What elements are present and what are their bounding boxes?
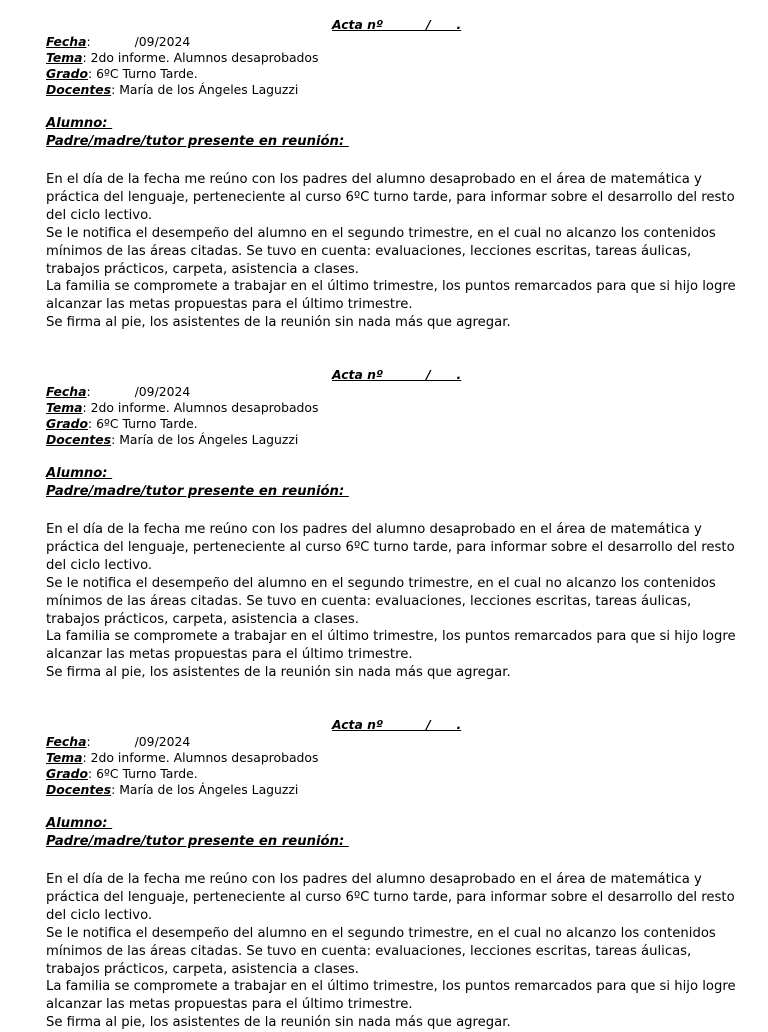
paragraph: Se le notifica el desempeño del alumno en el segundo trimestre, en el cual no alcanzo los contenidos mínimos de las áreas citadas. Se tuvo en cuenta: evaluaciones, lecciones escritas, tareas áulicas, trabajos prácticos, carpeta, asistencia a clases. [46,925,716,977]
paragraph: Se le notifica el desempeño del alumno en el segundo trimestre, en el cual no alcanzo los contenidos mínimos de las áreas citadas. Se tuvo en cuenta: evaluaciones, lecciones escritas, tareas áulicas, trabajos prácticos, carpeta, asistencia a clases. [46,575,716,627]
acta-body [46,871,746,1032]
docentes-row: Docentes: María de los Ángeles Laguzzi [46,82,299,97]
tema-value: 2do informe. Alumnos desaprobados [86,750,319,765]
grado-label: Grado [46,416,89,431]
grado-row: Grado: 6ºC Turno Tarde. [46,66,198,81]
paragraph: En el día de la fecha me reúno con los padres del alumno desaprobado en el área de matemática y práctica del lenguaje, perteneciente al curso 6ºC turno tarde, para informar sobre el desarrollo del resto del ciclo lectivo. [46,872,735,923]
docentes-label: Docentes [46,82,112,97]
grado-value: 6ºC Turno Tarde. [92,66,198,81]
paragraph: Se firma al pie, los asistentes de la reunión sin nada más que agregar. [46,315,511,331]
grado-value: 6ºC Turno Tarde. [92,766,198,781]
acta-title: Acta nº / . [332,717,462,732]
docentes-value: María de los Ángeles Laguzzi [115,432,299,447]
acta-title: Acta nº / . [332,367,462,382]
grado-row: Grado: 6ºC Turno Tarde. [46,416,198,431]
paragraph: La familia se compromete a trabajar en el último trimestre, los puntos remarcados para que si hijo logre alcanzar las metas propuestas para el último trimestre. [46,979,736,1013]
padre-tutor-label: Padre/madre/tutor presente en reunión: [46,134,349,149]
paragraph: La familia se compromete a trabajar en el último trimestre, los puntos remarcados para que si hijo logre alcanzar las metas propuestas para el último trimestre. [46,629,736,663]
acta-body [46,521,746,682]
tema-row: Tema: 2do informe. Alumnos desaprobados [46,50,319,65]
alumno-label: Alumno: [46,116,113,131]
paragraph: Se le notifica el desempeño del alumno en el segundo trimestre, en el cual no alcanzo los contenidos mínimos de las áreas citadas. Se tuvo en cuenta: evaluaciones, lecciones escritas, tareas áulicas, trabajos prácticos, carpeta, asistencia a clases. [46,225,716,277]
tema-label: Tema [46,50,83,65]
padre-tutor-label: Padre/madre/tutor presente en reunión: [46,834,349,849]
acta-title: Acta nº / . [332,17,462,32]
alumno-label: Alumno: [46,816,113,831]
fecha-row: Fecha: /09/2024 [46,34,191,49]
grado-label: Grado [46,66,89,81]
grado-row: Grado: 6ºC Turno Tarde. [46,766,198,781]
grado-label: Grado [46,766,89,781]
paragraph: Se firma al pie, los asistentes de la reunión sin nada más que agregar. [46,1015,511,1031]
grado-value: 6ºC Turno Tarde. [92,416,198,431]
docentes-value: María de los Ángeles Laguzzi [115,82,299,97]
docentes-label: Docentes [46,782,112,797]
tema-label: Tema [46,400,83,415]
docentes-row: Docentes: María de los Ángeles Laguzzi [46,432,299,447]
alumno-label: Alumno: [46,466,113,481]
paragraph: En el día de la fecha me reúno con los padres del alumno desaprobado en el área de matemática y práctica del lenguaje, perteneciente al curso 6ºC turno tarde, para informar sobre el desarrollo del resto del ciclo lectivo. [46,172,735,223]
fecha-value: /09/2024 [134,384,191,399]
docentes-row: Docentes: María de los Ángeles Laguzzi [46,782,299,797]
tema-label: Tema [46,750,83,765]
paragraph: Se firma al pie, los asistentes de la reunión sin nada más que agregar. [46,665,511,681]
tema-row: Tema: 2do informe. Alumnos desaprobados [46,750,319,765]
fecha-label: Fecha [46,34,87,49]
tema-value: 2do informe. Alumnos desaprobados [86,400,319,415]
tema-row: Tema: 2do informe. Alumnos desaprobados [46,400,319,415]
docentes-value: María de los Ángeles Laguzzi [115,782,299,797]
fecha-value: /09/2024 [134,34,191,49]
paragraph: La familia se compromete a trabajar en el último trimestre, los puntos remarcados para que si hijo logre alcanzar las metas propuestas para el último trimestre. [46,279,736,313]
tema-value: 2do informe. Alumnos desaprobados [86,50,319,65]
fecha-value: /09/2024 [134,734,191,749]
paragraph: En el día de la fecha me reúno con los padres del alumno desaprobado en el área de matemática y práctica del lenguaje, perteneciente al curso 6ºC turno tarde, para informar sobre el desarrollo del resto del ciclo lectivo. [46,522,735,573]
acta-body [46,171,746,332]
padre-tutor-label: Padre/madre/tutor presente en reunión: [46,484,349,499]
fecha-label: Fecha [46,734,87,749]
fecha-row: Fecha: /09/2024 [46,734,191,749]
docentes-label: Docentes [46,432,112,447]
fecha-label: Fecha [46,384,87,399]
fecha-row: Fecha: /09/2024 [46,384,191,399]
